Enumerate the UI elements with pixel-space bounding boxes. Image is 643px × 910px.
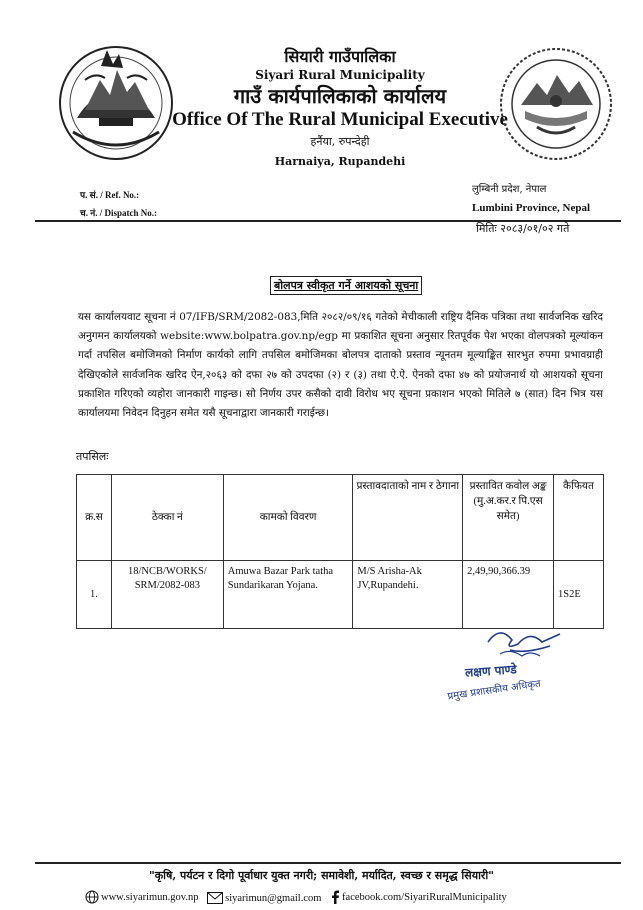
letterhead <box>0 0 643 225</box>
address-np: हर्नैया, रुपन्देही <box>310 135 370 148</box>
email-text: siyarimun@gmail.com <box>225 892 322 904</box>
notice-body: यस कार्यालयवाट सूचना नं 07/IFB/SRM/2082-083,मिति २०८२/०९/१६ गतेको मेचीकाली राष्ट्रिय दैनिक पत्रिका तथा सार्वजनिक खरिद अनुगमन कार्यालयको website:www.bolpatra.gov.np/egp मा प्रकाशित सूचना अनुसार रितपूर्वक पेश भएका वोलपत्रको मूल्यांकन गर्दा तपसिल बमोजिमको निर्माण कार्यको लागि तपसिल बमोजिमका बोलपत्र दाताको प्रस्ताव न्यूनतम मूल्याङ्कित सारभुत रुपमा प्रभावग्राही देखिएकोले सार्वजनिक खरिद ऐन,२०६३ को दफा २७ को उपदफा (२) र (३) तथा ऐ.ऐ. ऐनको दफा ४७ को प्रयोजनार्थ यो आशयको सूचना प्रकाशित गरिएको व्यहोरा जानकारी गाइन्छ। सो निर्णय उपर कसैको दावी विरोध भए सूचना प्रकाशन भएको मितिले ७ (सात) दिन भित्र यस कार्यालयमा निवेदन दिनुहन समेत यसै सूचनाद्वारा जानकारी गराईन्छ। <box>78 311 603 420</box>
mail-icon <box>207 892 223 904</box>
cell-contract-no: 18/NCB/WORKS/ SRM/2082-083 <box>111 561 223 629</box>
col-header-remarks: कैफियत <box>554 475 604 561</box>
cell-amount: 2,49,90,366.39 <box>463 561 554 629</box>
col-header-amount: प्रस्तावित कवोल अङ्क (मु.अ.कर.र पि.एस समेत) <box>463 475 554 561</box>
municipality-name-en: Siyari Rural Municipality <box>255 68 425 82</box>
municipality-name-np: सियारी गाउँपालिका <box>284 47 396 66</box>
footer-contact <box>85 890 513 907</box>
ref-no-label: प. सं. / Ref. No.: <box>80 190 140 200</box>
office-heading <box>150 47 530 170</box>
facebook-icon <box>330 890 340 904</box>
reference-block <box>80 186 157 222</box>
office-name-en: Office Of The Rural Municipal Executive <box>172 109 508 130</box>
details-label: तपसिलः <box>76 450 109 463</box>
bid-table <box>76 474 604 629</box>
province-en: Lumbini Province, Nepal <box>472 202 591 214</box>
office-name-np: गाउँ कार्यपालिकाको कार्यालय <box>233 84 447 108</box>
col-header-sn: क्र.स <box>77 475 112 561</box>
table-row <box>77 561 604 629</box>
footer-email[interactable] <box>207 892 321 904</box>
address-en: Harnaiya, Rupandehi <box>274 155 406 168</box>
municipality-logo-icon <box>497 45 615 163</box>
footer-website[interactable] <box>85 890 199 904</box>
table-header-row <box>77 475 604 561</box>
signatory-name: लक्षण पाण्डे <box>464 662 518 680</box>
col-header-contract-no: ठेक्का नं <box>111 475 223 561</box>
globe-icon <box>85 890 99 904</box>
signatory-title: प्रमुख प्रशासकीय अधिकृत <box>446 678 542 703</box>
website-text: www.siyarimun.gov.np <box>101 891 199 903</box>
col-header-description: कामको विवरण <box>223 475 353 561</box>
footer-facebook[interactable] <box>330 890 507 904</box>
cell-description: Amuwa Bazar Park tatha Sundarikaran Yojana. <box>223 561 353 629</box>
cell-sn: 1. <box>77 561 112 629</box>
notice-title: बोलपत्र स्वीकृत गर्ने आशयको सूचना <box>270 276 422 295</box>
letter-date: मितिः २०८३/०१/०२ गते <box>476 222 570 235</box>
facebook-text: facebook.com/SiyariRuralMunicipality <box>342 891 507 903</box>
cell-bidder: M/S Arisha-Ak JV,Rupandehi. <box>353 561 463 629</box>
col-header-bidder: प्रस्तावदाताको नाम र ठेगाना <box>353 475 463 561</box>
footer-divider <box>35 862 621 864</box>
province-block <box>472 181 600 217</box>
footer-slogan: "कृषि, पर्यटन र दिगो पूर्वाधार युक्त नगरी; समावेशी, मर्यादित, स्वच्छ र समृद्ध सियारी" <box>148 869 495 882</box>
dispatch-no-label: च. नं. / Dispatch No.: <box>80 208 157 218</box>
cell-remarks: 1S2E <box>554 561 604 629</box>
province-np: लुम्बिनी प्रदेश, नेपाल <box>472 184 547 195</box>
